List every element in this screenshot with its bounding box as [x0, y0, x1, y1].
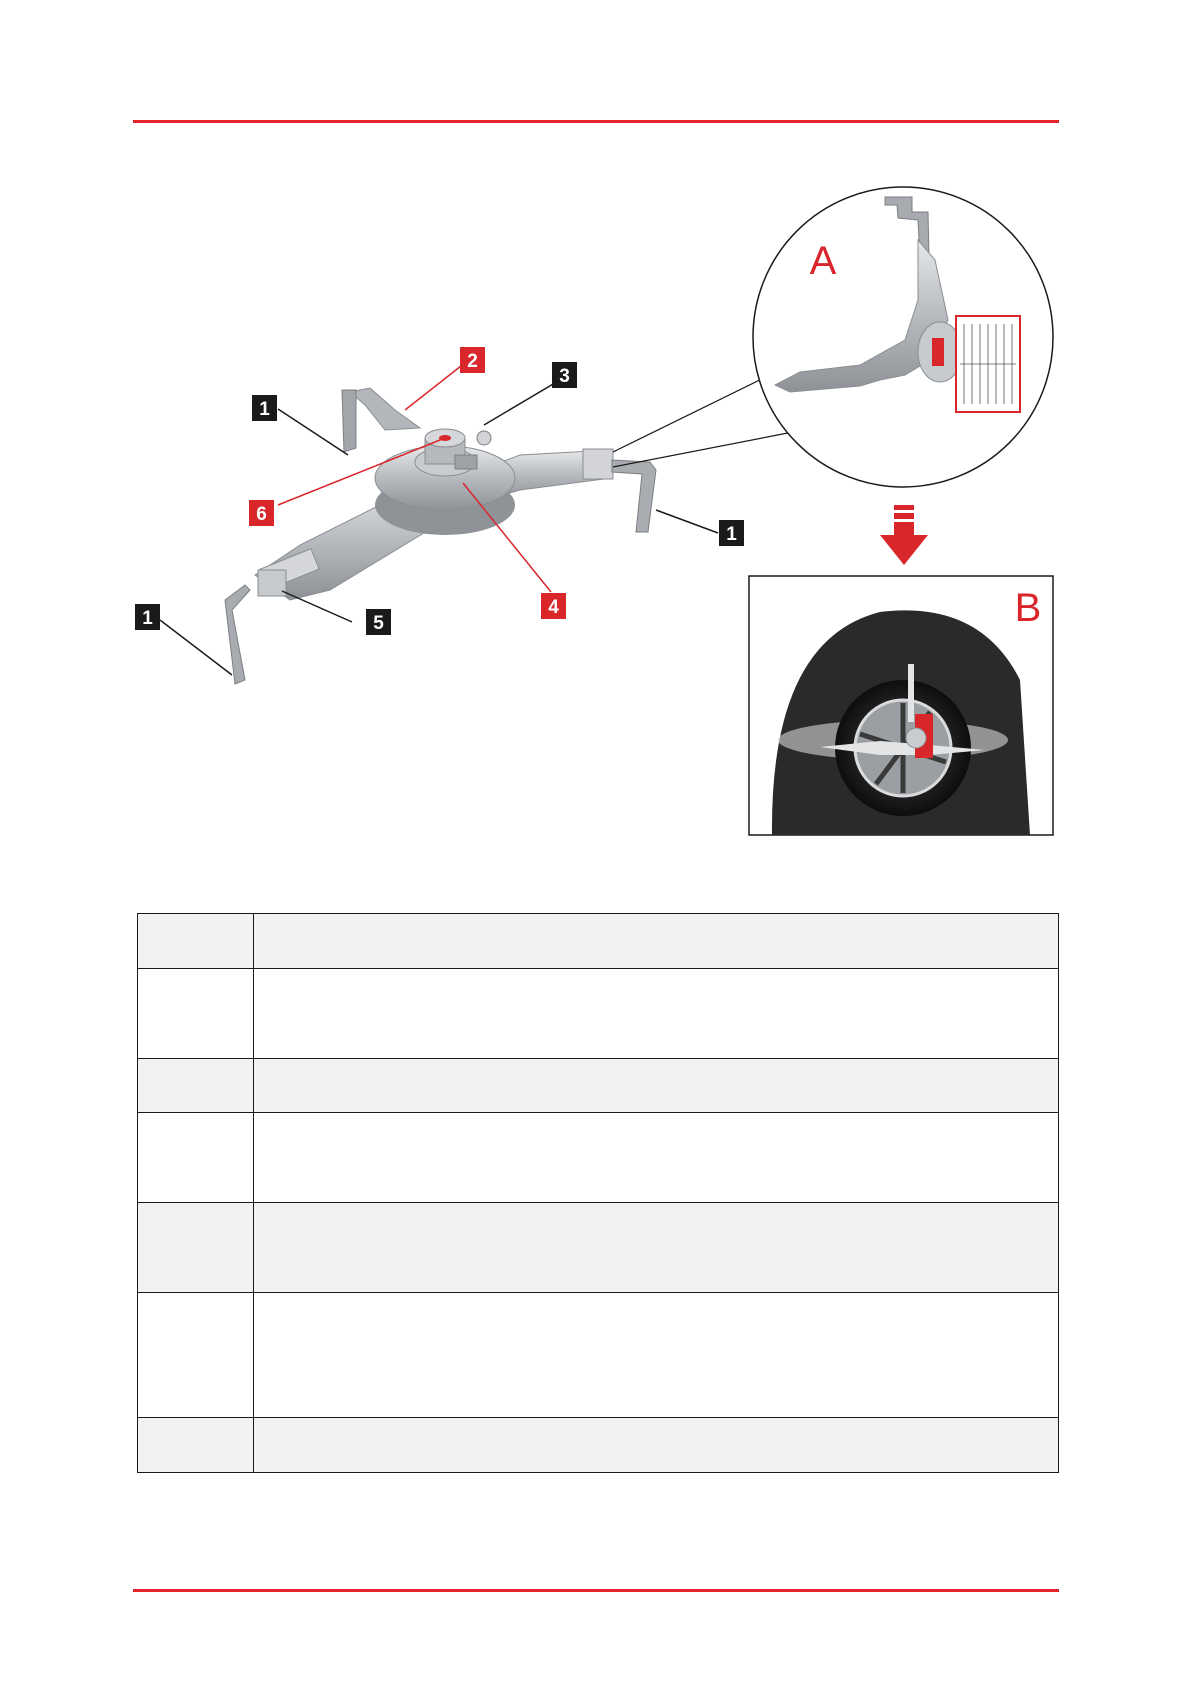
table-cell-number — [138, 1203, 254, 1293]
callout-label: 1 — [142, 608, 153, 629]
callout-1-lower-left — [135, 604, 160, 630]
legend-table — [137, 913, 1059, 1473]
callout-label: 5 — [373, 613, 384, 634]
table-row — [138, 969, 1059, 1059]
callout-2 — [460, 347, 485, 373]
wheel-clamp-illustration — [225, 388, 656, 684]
callout-5 — [366, 609, 391, 635]
table-row — [138, 914, 1059, 969]
callout-label: 1 — [726, 524, 737, 545]
table-cell-number — [138, 1293, 254, 1418]
detail-a-letter: A — [809, 239, 837, 283]
table-cell-description — [254, 914, 1059, 969]
detail-b-letter: B — [1014, 586, 1042, 630]
table-cell-number — [138, 914, 254, 969]
callout-3 — [552, 362, 577, 388]
table-cell-number — [138, 1113, 254, 1203]
table-row — [138, 1293, 1059, 1418]
callout-label: 6 — [256, 504, 267, 525]
table-cell-number — [138, 1059, 254, 1113]
callout-label: 3 — [559, 366, 570, 387]
table-cell-description — [254, 1113, 1059, 1203]
detail-a — [753, 187, 1053, 487]
table-cell-description — [254, 969, 1059, 1059]
table-row — [138, 1059, 1059, 1113]
callout-label: 2 — [467, 351, 478, 372]
table-row — [138, 1203, 1059, 1293]
down-arrow-icon — [880, 505, 928, 565]
callout-label: 4 — [548, 597, 559, 618]
detail-b — [749, 576, 1053, 835]
callout-label: 1 — [259, 399, 270, 420]
table-row — [138, 1113, 1059, 1203]
table-cell-number — [138, 969, 254, 1059]
table-cell-description — [254, 1418, 1059, 1473]
footer-rule — [133, 1589, 1059, 1592]
table-cell-number — [138, 1418, 254, 1473]
table-cell-description — [254, 1293, 1059, 1418]
table-row — [138, 1418, 1059, 1473]
callout-4 — [541, 593, 566, 619]
callout-1-right — [719, 520, 744, 546]
table-cell-description — [254, 1203, 1059, 1293]
callout-6 — [249, 500, 274, 526]
table-cell-description — [254, 1059, 1059, 1113]
callout-1-upper-left — [252, 395, 277, 421]
